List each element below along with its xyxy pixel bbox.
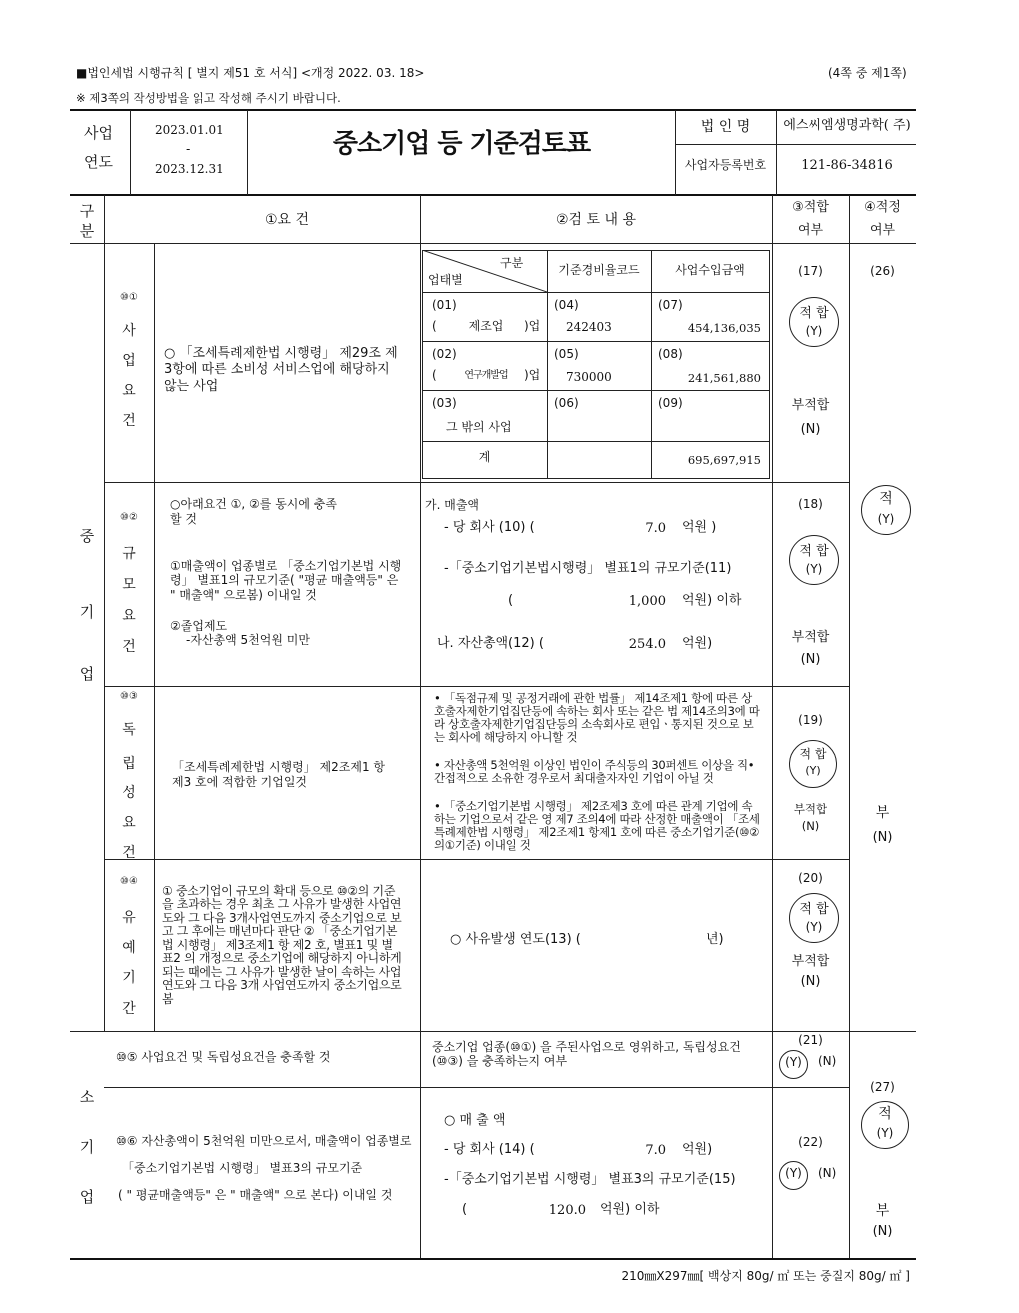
- tbl-row1-code: 242403: [566, 320, 612, 334]
- tbl-row1-n1: (01): [432, 298, 457, 312]
- tbl-row2-biz: 연구개발업: [464, 370, 508, 381]
- row-102-rev-b-unit: 억원 ): [682, 520, 717, 535]
- reg-no-label: 사업자등록번호: [684, 158, 767, 172]
- row-102-rev-d-open: (: [508, 593, 514, 608]
- tbl-total-label: 계: [478, 450, 491, 464]
- section-small: 소 기 업: [79, 1088, 95, 1206]
- fit-106-yes-circle: (Y): [779, 1161, 808, 1190]
- fit-102-no: (18): [798, 497, 823, 511]
- period-dash: -: [186, 142, 191, 156]
- tbl-row1-n3: (07): [658, 298, 683, 312]
- proper-103-no-2: (N): [872, 830, 893, 845]
- row-106-rev-a: ○ 매 출 액: [444, 1113, 506, 1128]
- row-102-rev-b-val: 7.0: [645, 521, 666, 536]
- tbl-row2-open: (: [432, 368, 437, 382]
- proper-105-no: (27): [870, 1080, 895, 1094]
- row-103-rev-3: • 「중소기업기본법 시행령」 제2조제3 호에 따른 관계 기업에 속하는 기업으로서 같은 영 제7 조의4에 따라 산정한 매출액이 「조세특례제한법 시행령」 제2조제1 항제1 호에 따른 중소기업기준(⑩②의①기준) 이내일 것: [434, 799, 760, 852]
- fit-105-yes-circle: (Y): [779, 1050, 808, 1079]
- tbl-head-gubun: 구분: [500, 256, 524, 270]
- fit-102-no-2: (N): [800, 652, 821, 667]
- row-102-rev-e: 나. 자산총액(12) (: [437, 636, 544, 651]
- row-106-req-1: ⑩⑥ 자산총액이 5천억원 미만으로서, 매출액이 업종별로: [116, 1134, 412, 1148]
- fit-103-no-2: (N): [801, 819, 820, 833]
- row-102-rev-c: -「중소기업기본법시행령」 별표1의 규모기준(11): [444, 561, 732, 576]
- tbl-total-amount: 695,697,915: [687, 453, 761, 467]
- tbl-row1-biz: 제조업: [468, 319, 504, 333]
- row-102-rev-b: - 당 회사 (10) (: [444, 520, 535, 535]
- tbl-head-code: 기준경비율코드: [558, 263, 640, 277]
- fit-104-no: (20): [798, 871, 823, 885]
- row-106-rev-d-unit: 억원) 이하: [600, 1202, 660, 1217]
- row-106-rev-b: - 당 회사 (14) (: [444, 1142, 535, 1157]
- col-fit-1: ③적합: [792, 200, 829, 215]
- paper-spec-footer: 210㎜X297㎜[ 백상지 80g/ ㎡ 또는 중질지 80g/ ㎡ ]: [621, 1269, 910, 1283]
- fit-101-no: (17): [798, 264, 823, 278]
- tbl-row2-code: 730000: [566, 370, 612, 384]
- row-102-rev-d-unit: 억원) 이하: [682, 593, 742, 608]
- row-104-rev: ○ 사유발생 연도(13) (: [450, 932, 581, 947]
- reg-no: 121-86-34816: [801, 158, 893, 173]
- tbl-row2-n1: (02): [432, 347, 457, 361]
- row-103-label: ⑩③ 독 립 성 요 건: [120, 691, 138, 861]
- tbl-row2-n2: (05): [554, 347, 579, 361]
- row-106-rev-b-unit: 억원): [682, 1142, 713, 1157]
- tbl-head-amount: 사업수입금액: [675, 263, 745, 277]
- row-104-requirement: ① 중소기업이 규모의 확대 등으로 ⑩②의 기준을 초과하는 경우 최초 그 사유가 발생한 사업연도와 그 다음 3개사업연도까지 중소기업으로 보고 그 후에는 매년마다 판단 ② 「중소기업기본법 시행령」 제3조제1 항 제2 호, 별표1 및 별표2 의 개정으로 중소기업에 해당하지 아니하게 되는 때에는 그 사유가 발생한 날이 속하는 사업연도와 그 다음 3개 사업연도까지 중소기업으로 봄: [162, 884, 402, 1006]
- proper-101-no: (26): [870, 264, 895, 278]
- row-106-rev-c: -「중소기업기본법 시행령」 별표3의 규모기준(15): [444, 1172, 736, 1187]
- row-106-req-3: ( " 평균매출액등" 은 " 매출액" 으로 본다) 이내일 것: [118, 1188, 393, 1202]
- fit-103-yes-circle: 적 합 (Y): [789, 740, 837, 788]
- tbl-row3-n3: (09): [658, 396, 683, 410]
- row-102-rev-e-unit: 억원): [682, 636, 713, 651]
- fit-104-no-2: (N): [800, 974, 821, 989]
- row-106-rev-d-val: 120.0: [548, 1203, 586, 1218]
- fit-103-no-1: 부적합: [793, 802, 828, 816]
- fit-105-no: (21): [798, 1033, 823, 1047]
- row-106-rev-d-open: (: [462, 1202, 468, 1217]
- tbl-row1-open: (: [432, 319, 437, 333]
- tbl-row1-close: )업: [524, 319, 541, 333]
- row-101-requirement: ○ 「조세특례제한법 시행령」 제29조 제3항에 따른 소비성 서비스업에 해당하지 않는 사업: [164, 346, 398, 394]
- form-reference: ■법인세법 시행규칙 [ 별지 제51 호 서식] <개정 2022. 03. 18>: [76, 66, 425, 80]
- col-fit-2: 여부: [797, 223, 824, 238]
- proper-106-yes-circle: 적 (Y): [861, 1101, 909, 1149]
- proper-103-no-1: 부: [875, 805, 890, 821]
- tbl-row3-n2: (06): [554, 396, 579, 410]
- fit-105-no-option: (N): [818, 1054, 837, 1068]
- period-end: 2023.12.31: [155, 162, 224, 176]
- corp-name: 에스씨엠생명과학( 주): [783, 118, 911, 133]
- col-gubun: 구 분: [79, 202, 95, 240]
- row-106-rev-b-val: 7.0: [645, 1143, 666, 1158]
- instruction-note: ※ 제3쪽의 작성방법을 읽고 작성해 주시기 바랍니다.: [76, 91, 341, 105]
- row-103-rev-1: • 「독점규제 및 공정거래에 관한 법률」 제14조제1 항에 따른 상호출자제한기업집단등에 속하는 회사 또는 같은 법 제14조의3에 따라 상호출자제한기업집단등의 소속회사로 편입ㆍ통지된 것으로 보는 회사에 해당하지 아니할 것: [434, 691, 760, 744]
- biz-year-label-1: 사업: [84, 124, 113, 142]
- proper-102-yes-circle: 적 (Y): [861, 485, 911, 535]
- row-102-rev-d-val: 1,000: [628, 594, 666, 609]
- col-review: ②검 토 내 용: [556, 212, 636, 228]
- fit-101-no-1: 부적합: [791, 398, 830, 413]
- row-105-requirement: ⑩⑤ 사업요건 및 독립성요건을 충족할 것: [116, 1050, 331, 1064]
- page-info: (4쪽 중 제1쪽): [828, 66, 907, 80]
- tbl-row1-amount: 454,136,035: [687, 321, 761, 335]
- row-102-req-b: ①매출액이 업종별로 「중소기업기본법 시행령」 별표1의 규모기준( "평균 매출액등" 은 " 매출액" 으로봄) 이내일 것: [170, 559, 402, 602]
- row-103-requirement: 「조세특례제한법 시행령」 제2조제1 항제3 호에 적합한 기업일것: [172, 760, 386, 789]
- fit-106-no-option: (N): [818, 1166, 837, 1180]
- row-102-req-c: ②졸업제도: [170, 619, 228, 633]
- tbl-head-biz: 업태별: [428, 273, 463, 287]
- row-103-rev-2: • 자산총액 5천억원 이상인 법인이 주식등의 30퍼센트 이상을 직•간접적으로 소유한 경우로서 최대출자자인 기업이 아닐 것: [434, 758, 755, 785]
- tbl-row2-close: )업: [524, 368, 541, 382]
- tbl-row3-biz: 그 밖의 사업: [446, 420, 512, 434]
- page-title: 중소기업 등 기준검토표: [332, 129, 591, 159]
- row-104-rev-unit: 년): [706, 932, 724, 947]
- tbl-row3-n1: (03): [432, 396, 457, 410]
- row-102-label: ⑩② 규 모 요 건: [120, 512, 138, 655]
- row-104-label: ⑩④ 유 예 기 간: [120, 876, 138, 1017]
- period-start: 2023.01.01: [155, 123, 224, 137]
- fit-104-no-1: 부적합: [791, 954, 830, 969]
- row-102-req-d: -자산총액 5천억원 미만: [186, 633, 310, 647]
- row-102-rev-e-val: 254.0: [628, 637, 666, 652]
- proper-106-no-1: 부: [875, 1203, 890, 1219]
- corp-name-label: 법 인 명: [700, 119, 751, 135]
- proper-106-no-2: (N): [872, 1224, 893, 1239]
- fit-106-no: (22): [798, 1135, 823, 1149]
- section-sme: 중 기 업: [79, 527, 95, 683]
- tbl-row2-n3: (08): [658, 347, 683, 361]
- row-102-req-a: ○아래요건 ①, ②를 동시에 충족할 것: [170, 497, 337, 526]
- fit-103-no: (19): [798, 713, 823, 727]
- fit-101-yes-circle: 적 합 (Y): [789, 297, 839, 347]
- fit-101-no-2: (N): [800, 422, 821, 437]
- row-102-rev-a: 가. 매출액: [425, 498, 479, 512]
- col-proper-2: 여부: [869, 223, 896, 238]
- biz-year-label-2: 연도: [84, 153, 113, 171]
- tbl-row2-amount: 241,561,880: [687, 371, 761, 385]
- col-proper-1: ④적정: [864, 200, 901, 215]
- fit-104-yes-circle: 적 합 (Y): [789, 893, 839, 943]
- row-106-req-2: 「중소기업기본법 시행령」 별표3의 규모기준: [122, 1161, 363, 1175]
- row-105-review: 중소기업 업종(⑩①) 을 주된사업으로 영위하고, 독립성요건(⑩③) 을 충족하는지 여부: [432, 1040, 741, 1068]
- tbl-row1-n2: (04): [554, 298, 579, 312]
- row-101-label: ⑩① 사 업 요 건: [120, 292, 138, 429]
- col-requirement: ①요 건: [264, 212, 310, 228]
- fit-102-no-1: 부적합: [791, 630, 830, 645]
- fit-102-yes-circle: 적 합 (Y): [789, 535, 839, 585]
